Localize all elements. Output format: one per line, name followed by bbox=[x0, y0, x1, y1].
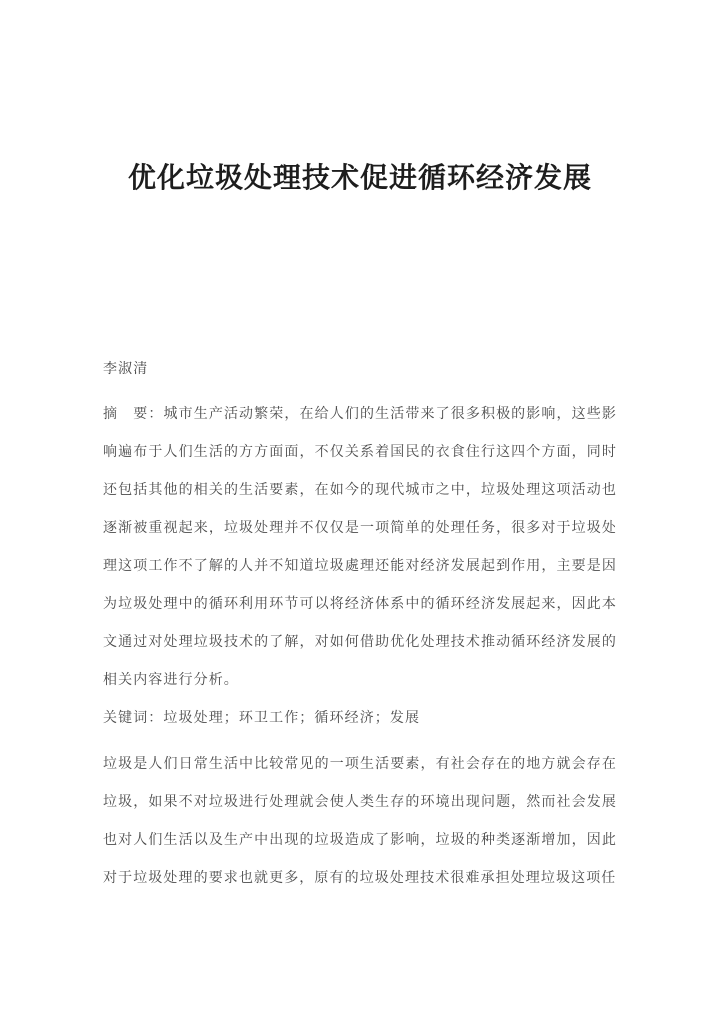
body-paragraph: 垃圾是人们日常生活中比较常见的一项生活要素，有社会存在的地方就会存在垃圾，如果不对垃圾进行处理就会使人类生存的环境出现问题，然而社会发展也对人们生活以及生产中出现的垃圾造成了影响，垃圾的种类逐渐增加，因此对于垃圾处理的要求也就更多，原有的垃圾处理技术很难承担处理垃圾这项任 bbox=[103, 757, 617, 886]
page-title: 优化垃圾处理技术促进循环经济发展 bbox=[127, 163, 592, 194]
abstract-paragraph: 摘 要：城市生产活动繁荣，在给人们的生活带来了很多积极的影响，这些影响遍布于人们生活的方方面面，不仅关系着国民的衣食住行这四个方面，同时还包括其他的相关的生活要素，在如今的现代城市之中，垃圾处理这项活动也逐渐被重视起来，垃圾处理并不仅仅是一项简单的处理任务，很多对于垃圾处理这项工作不了解的人并不知道垃圾處理还能对经济发展起到作用，主要是因为垃圾处理中的循环利用环节可以将经济体系中的循环经济发展起来，因此本文通过对处理垃圾技术的了解，对如何借助优化处理技术推动循环经济发展的相关内容进行分析。 bbox=[103, 407, 617, 688]
keywords-line: 关键词：垃圾处理；环卫工作；循环经济；发展 bbox=[103, 711, 421, 726]
author-name: 李淑清 bbox=[103, 362, 149, 377]
document-content bbox=[103, 0, 617, 898]
